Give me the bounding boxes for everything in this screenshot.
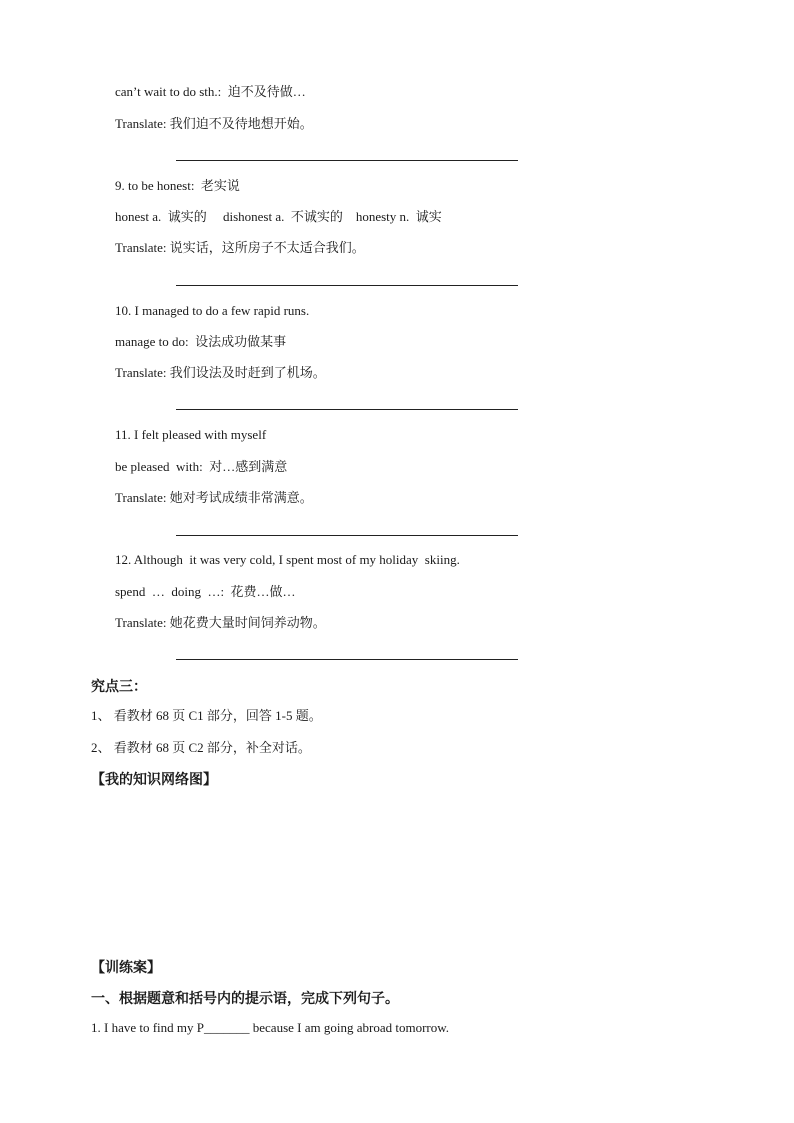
training-instruction: 一、根据题意和括号内的提示语，完成下列句子。 (91, 991, 399, 1007)
section3-item-1: 1、 看教材 68 页 C1 部分，回答 1-5 题。 (91, 708, 322, 723)
training-question-1: 1. I have to find my P_______ because I am going abroad tomorrow. (91, 1020, 450, 1035)
line-item8-phrase: can’t wait to do sth.: 迫不及待做… (115, 84, 306, 99)
section3-item-2: 2、 看教材 68 页 C2 部分，补全对话。 (91, 740, 311, 755)
line-item10-title: 10. I managed to do a few rapid runs. (115, 303, 310, 318)
line-item9-translate: Translate: 说实话，这所房子不太适合我们。 (115, 240, 365, 255)
line-item11-phrase: be pleased with: 对…感到满意 (115, 459, 288, 474)
line-item12-translate: Translate: 她花费大量时间饲养动物。 (115, 615, 326, 630)
answer-line-item9[interactable] (176, 285, 518, 286)
line-item11-translate: Translate: 她对考试成绩非常满意。 (115, 490, 313, 505)
line-item11-title: 11. I felt pleased with myself (115, 427, 267, 442)
line-item10-translate: Translate: 我们设法及时赶到了机场。 (115, 365, 326, 380)
training-heading: 【训练案】 (91, 960, 161, 976)
answer-line-item11[interactable] (176, 535, 518, 536)
section3-heading: 究点三： (91, 679, 147, 695)
line-item9-words: honest a. 诚实的 dishonest a. 不诚实的 honesty n. 诚实 (115, 209, 442, 224)
line-item9-title: 9. to be honest: 老实说 (115, 178, 240, 193)
answer-line-item10[interactable] (176, 409, 518, 410)
line-item10-phrase: manage to do: 设法成功做某事 (115, 334, 287, 349)
line-item12-title: 12. Although it was very cold, I spent most of my holiday skiing. (115, 552, 460, 567)
answer-line-item8[interactable] (176, 160, 518, 161)
answer-line-item12[interactable] (176, 659, 518, 660)
line-item12-phrase: spend … doing …: 花费…做… (115, 584, 296, 599)
line-item8-translate: Translate: 我们迫不及待地想开始。 (115, 116, 313, 131)
knowledge-map-heading: 【我的知识网络图】 (91, 772, 217, 788)
